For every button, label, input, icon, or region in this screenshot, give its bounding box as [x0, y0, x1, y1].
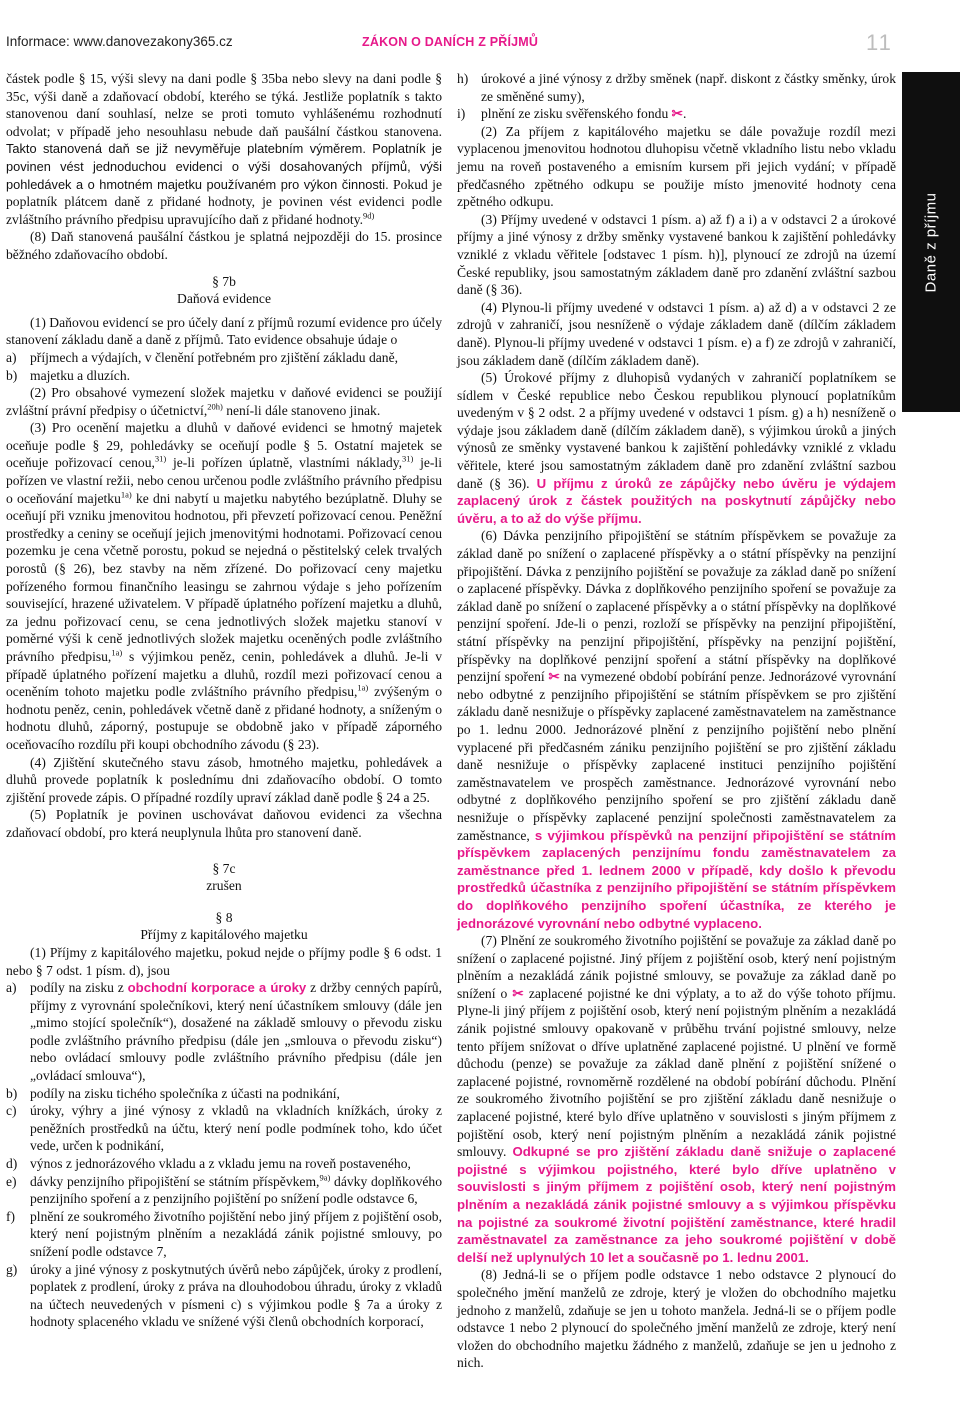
- chapter-tab: [902, 72, 960, 412]
- running-title: ZÁKON O DANÍCH Z PŘÍJMŮ: [362, 35, 539, 49]
- list-item: b) majetku a dluzích.: [6, 367, 131, 383]
- list-item: h) úrokové a jiné výnosy z držby směnek (např. diskont z částky směnky, úrok ze směněné sumy),: [457, 71, 896, 104]
- list-item-text: podíly na zisku tichého společníka z účasti na podnikání,: [30, 1085, 340, 1101]
- amendment-highlight: Odkupné se pro zjištění základu daně snižuje o zaplacené pojistné s výjimkou pojistného, které bylo dříve uplatněno v souvislosti s jiným příjmem z pojištění osob, který není pojistným plněním a nezakládá zánik pojistné smlouvy a s výjimkou příspěvku na pojistné za soukromé životní pojištění zaměstnance, které hradil zaměstnavatel za zaměstnance za jeho soukromé pojištění v době delší než uplynulých 10 let a současně po 1. lednu 2001.: [457, 1144, 896, 1265]
- amendment-highlight: U příjmu z úroků ze zápůjčky nebo úvěru je výdajem zaplacený úrok z částek použitých na poskytnutí zápůjčky nebo úvěru, a to až do výše příjmu.: [457, 475, 896, 526]
- list-item-text: úroky a jiné výnosy z poskytnutých úvěrů nebo zápůjček, úroky z prodlení, poplatek z prodlení, úroky z práva na dlouhodobou úhradu, úroky z vkladů na účtech neuvedených v písmeni c) s výjimkou podle § 7a a úroky z hodnoty splaceného vkladu ve snížené výši členů obchodních korporací,: [30, 1261, 442, 1330]
- list-item-label: c): [6, 1103, 17, 1119]
- page-header: [0, 0, 960, 72]
- scissors-icon: ✂: [671, 106, 684, 122]
- paragraph-8-2: (2) Za příjem z kapitálového majetku se dále považuje rozdíl mezi vyplacenou jmenovitou hodnotou dluhopisu včetně vkladního listu nebo vkladu jemu na roveň postaveného a emisním kursem při jejich vydání; v případě předčasného zpětného odkupu se použije místo jmenovité hodnoty cena zpětného odkupu.: [457, 123, 896, 210]
- scissors-icon: ✂: [512, 985, 524, 1001]
- list-item: [6, 1173, 442, 1208]
- left-column: [6, 70, 442, 1331]
- paragraph-8-7: (7) Plnění ze soukromého životního pojištění se považuje za základ daně po snížení o zaplacené pojistné. Jiný příjem z pojištění osob, který není pojistným plněním a nezakládá zánik pojistné smlouvy, se považuje za základ daně po snížení o ✂ zaplacené pojistné ke dni výplaty, a to až do výše tohoto příjmu. Plyne-li jiný příjem z pojištění osob, který není pojistným plněním a nezakládá zánik pojistné smlouvy opakovaně v průběhu trvání pojistné smlouvy, nelze tento příjem snížovat o dříve uplatněné zaplacené pojistné. U plnění ve formě důchodu (penze) se považuje za základ daně plnění z pojištění snížené o zaplacené pojistné, rovnoměrně rozdělené na období pobírání důchodu. Plnění ze soukromého životního pojištění se pro zjištění základu daně nesnižuje o zaplacené pojistné, které bylo dříve uplatněno v souvislosti s jiným příjmem z pojištění osob, který není pojistným plněním a nezakládá zánik pojistné smlouvy. Odkupné se pro zjištění základu daně snižuje o zaplacené pojistné s výjimkou pojistného, které bylo dříve uplatněno v souvislosti s jiným příjmem z pojištění osob, který není pojistným plněním a nezakládá zánik pojistné smlouvy a s výjimkou příspěvku na pojistné za soukromé životní pojištění zaměstnance, které hradil zaměstnavatel za zaměstnance za jeho soukromé pojištění v době delší než uplynulých 10 let a současně po 1. lednu 2001.: [457, 933, 896, 1265]
- list-item-label: d): [6, 1156, 18, 1172]
- list-item: [6, 979, 442, 1085]
- footnote-ref: 9d): [363, 210, 375, 221]
- list-item-label: a): [6, 980, 17, 996]
- section-8-number: § 8: [215, 909, 233, 925]
- paragraph-8-5: (5) Úrokové příjmy z dluhopisů vydaných v zahraničí poplatníkem se sídlem v České republice nebo Českou republikou plynoucí poplatníkům uvedeným v § 2 odst. 2 a příjmy uvedené v odstavci 1 písm. g) a h) nesníženě o výdaje jsou základem daně (dílčím základem daně), s výjimkou úroků a jiných výnosů ze směnky vystavené bankou k zajištění pohledávky vzniklé z vkladu věřitele, které jsou samostatným základem daně pro zdanění zvláštní sazbou daně (§ 36). U příjmu z úroků ze zápůjčky nebo úvěru je výdajem zaplacený úrok z částek použitých na poskytnutí zápůjčky nebo úvěru, a to až do výše příjmu.: [457, 370, 896, 526]
- list-item: [6, 1208, 442, 1261]
- list-item-text: plnění ze soukromého životního pojištění nebo jiný příjem z pojištění osob, který není pojistným plněním a nezakládá zánik pojistné smlouvy, po snížení podle odstavce 7,: [30, 1208, 442, 1259]
- paragraph-7b-1: (1) Daňovou evidencí se pro účely daní z příjmů rozumí evidence pro účely stanovení základu daně a daně z příjmů. Tato evidence obsahuje údaje o: [6, 314, 442, 348]
- list-item-label: b): [6, 1085, 18, 1101]
- list-item: [6, 1102, 442, 1155]
- section-7c-title: zrušen: [206, 878, 242, 894]
- page-number: 11: [866, 30, 893, 55]
- paragraph-8-4: (4) Plynou-li příjmy uvedené v odstavci 1 písm. a) až d) a v odstavci 2 ze zdrojů v zahraničí, jsou nesníženě o výdaje základem daně (dílčím základem daně). Plynou-li příjmy uvedené v odstavci 1 písm. e) a f) ze zdrojů v zahraničí, jsou základem daně (dílčím základem daně).: [457, 299, 896, 368]
- paragraph-8-6: (6) Dávka penzijního připojištění se státním příspěvkem se považuje za základ daně po snížení o zaplacené příspěvky a o státní příspěvky na penzijní připojištění. Dávka z penzijního pojištění se považuje za základ daně po snížení o zaplacené příspěvky. Dávka z doplňkového penzijního spoření se považuje za základ daně po snížení o zaplacené příspěvky a o státní příspěvky na doplňkové penzijní spoření. Jde-li o penzi, rozloží se příspěvky na penzijní připojištění, státní příspěvky na penzijní připojištění, příspěvky na penzijní pojištění, příspěvky na doplňkové penzijní spoření a státní příspěvky na doplňkové penzijní spoření ✂ na vymezené období pobírání penze. Jednorázové vyrovnání nebo odbytné z penzijního připojištění se státním příspěvkem se pro zjištění základu daně nesnižuje o příspěvky zaplacené zaměstnavatelem na zaměstnance po 1. lednu 2000. Jednorázové plnění z penzijního pojištění nebo plnění vyplacené při předčasném zániku penzijního pojištění se pro zjištění základu daně nesnižuje o příspěvky zaplacené instituci penzijního pojištění zaměstnavatelem ve prospěch zaměstnance. Jednorázové vyrovnání nebo odbytné z doplňkového penzijního spoření se pro zjištění základu daně nesnižuje o příspěvky zaplacené penzijní společnosti zaměstnavatelem za zaměstnance, s výjimkou příspěvků na penzijní připojištění se státním příspěvkem zaplacených penzijnímu fondu zaměstnavatelem za zaměstnance před 1. lednem 2000 v případě, kdy došlo k převodu prostředků účastníka z penzijního připojištění se státním příspěvkem do doplňkového penzijního spoření účastníka, ze kterého je jednorázové vyrovnání nebo odbytné vyplaceno.: [457, 528, 896, 931]
- list-item-label: g): [6, 1261, 18, 1277]
- list-item: [6, 1155, 442, 1173]
- paragraph-8-8: (8) Jedná-li se o příjem podle odstavce 1 nebo odstavce 2 plynoucí do společného jmění manželů ze zdroje, který je vložen do obchodního majetku jednoho z manželů, zdaňuje se jen u tohoto manžela. Jedná-li se o příjem podle odstavce 1 nebo 2 plynoucí do společného jmění manželů ze zdroje, který není vložen do obchodního majetku žádného z manželů, zdaňuje se jen u jednoho z nich.: [457, 1267, 896, 1371]
- paragraph-7b-2: (2) Pro obsahové vymezení složek majetku v daňové evidenci se použijí zvláštní právní předpisy o účetnictví,$^{20h)}$ není-li dále stanoveno jinak.: [6, 385, 442, 418]
- list-item-label: f): [6, 1208, 16, 1224]
- list-item: i) plnění ze zisku svěřenského fondu ✂.: [457, 106, 687, 122]
- paragraph-7b-5: (5) Poplatník je povinen uschovávat daňovou evidenci za všechna zdaňovací období, pro která neuplynula lhůta pro stanovení daně.: [6, 807, 442, 840]
- paragraph-7-continued: částek podle § 15, výši slevy na dani podle § 35ba nebo slevy na dani podle § 35c, výši daně a zdaňovací období, kterého se týká. Jestliže poplatník s takto stanovenou daní souhlasí, nelze se proti tomuto vyhlášenému rozhodnutí odvolat; v případě jeho nesouhlasu nebude daň paušální částkou stanovena. Takto stanovená daň se již nevyměřuje platebním výměrem. Poplatník je povinen vést jednoduchou evidenci o výši dosahovaných příjmů, výši pohledávek a o hmotném majetku používaném pro výkon činnosti. Pokud je poplatník plátcem daně z přidané hodnoty, je povinen vést evidenci podle zvláštního právního předpisu upravujícího daň z přidané hodnoty.$^{9d)}$: [6, 71, 442, 227]
- website-info: Informace: www.danovezakony365.cz: [6, 34, 233, 49]
- section-8-title: Příjmy z kapitálového majetku: [140, 927, 308, 943]
- paragraph-7-8: (8) Daň stanovená paušální částkou je splatná nejpozději do 15. prosince běžného zdaňovacího období.: [6, 229, 442, 262]
- list-item: [6, 1261, 442, 1331]
- scissors-icon: ✂: [548, 669, 560, 685]
- right-column: [457, 70, 896, 1372]
- amendment-highlight: s výjimkou příspěvků na penzijní připojištění se státním příspěvkem zaplacených penzijnímu fondu zaměstnavatelem za zaměstnance před 1. lednem 2000 v případě, kdy došlo k převodu prostředků účastníka z penzijního připojištění se státním příspěvkem do doplňkového penzijního spoření účastníka, ze kterého je jednorázové vyrovnání nebo odbytné vyplaceno.: [457, 827, 896, 931]
- list-item-text: dávky penzijního připojištění se státním příspěvkem,$^{9a)}$ dávky doplňkového penzijního spoření a z penzijního pojištění po snížení podle odstavce 6,: [30, 1172, 442, 1207]
- amendment-highlight: obchodní korporace a úroky: [127, 980, 307, 996]
- list-item-text: výnos z jednorázového vkladu a z vkladu jemu na roveň postaveného,: [30, 1156, 411, 1172]
- section-7c-number: § 7c: [212, 860, 236, 876]
- section-7b-number: § 7b: [212, 273, 236, 289]
- paragraph-8-1: (1) Příjmy z kapitálového majetku, pokud nejde o příjmy podle § 6 odst. 1 nebo § 7 odst. 1 písm. d), jsou: [6, 944, 442, 978]
- paragraph-7b-3: (3) Pro ocenění majetku a dluhů v daňové evidenci se hmotný majetek oceňuje podle § 29, pohledávky se oceňují podle § 5. Ostatní majetek se oceňuje pořizovací cenou,$^{31)}$ je-li pořízen úplatně, vlastními náklady,$^{31)}$ je-li pořízen ve vlastní režii, nebo cenou určenou podle zvláštního právního předpisu o oceňování majetku$^{1a)}$ ke dni nabytí u majetku nabytého bezúplatně. Dluhy se oceňují při vzniku jmenovitou hodnotou, při převzetí pořizovací cenou. Peněžní prostředky a ceniny se oceňují jejich jmenovitými hodnotami. Pořizovací cenou pozemku je cena včetně porostu, pokud se nejedná o pěstitelský celek trvalých porostů (§ 26), bez stavby na něm zřízené. Do pořizovací ceny majetku pořízeného formou finančního leasingu se zahrnou výdaje s jeho pořízením související, hrazené uživatelem. V případě úplatného pořízení majetku a dluhů, za jednu pořizovací cenu, se cena jednotlivých složek majetku stanoví v poměrné výši k ceně jednotlivých složek majetku oceněných podle zvláštního právního předpisu,$^{1a)}$ s výjimkou peněz, cenin, pohledávek a dluhů. Je-li v případě úplatného pořízení majetku a dluhů, rozdíl mezi pořizovací cenou a oceněním tohoto majetku podle zvláštního právního předpisu,$^{1a)}$ zvýšeným o hodnotu peněz, cenin, pohledávek včetně daně z přidané hodnoty, a sníženým o hodnotu dluhů, záporný, postupuje se obdobně jako v případě záporného oceňovacího rozdílu při koupi obchodního závodu (§ 23).: [6, 420, 443, 752]
- paragraph-7b-4: (4) Zjištění skutečného stavu zásob, hmotného majetku, pohledávek a dluhů provede poplatník k poslednímu dni zdaňovacího období. O tomto zjištění provede zápis. O případné rozdíly upraví základ daně podle § 24 a 25.: [6, 754, 442, 805]
- paragraph-8-3: (3) Příjmy uvedené v odstavci 1 písm. a) až f) a i) a v odstavci 2 a úrokové příjmy a jiné výnosy z držby směnky vystavené bankou k zajištění pohledávky vzniklé z vkladu věřitele [odstavec 1 písm. h)], plynoucí ze zdrojů na území České republiky, jsou samostatným základem daně pro zdanění zvláštní sazbou daně (§ 36).: [457, 211, 896, 298]
- list-item-text: podíly na zisku z obchodní korporace a úroky z držby cenných papírů, příjmy z vyrovnání společníkovi, který není účastníkem smlouvy (dále jen „mimo stojící společník“), dosažené na základě smlouvy o převodu zisku podle zvláštního právního předpisu (dále jen „smlouva o převodu zisku“) nebo ovládací smlouvy podle zvláštního právního předpisu (dále jen „ovládací smlouva“),: [30, 980, 442, 1084]
- chapter-tab-label: Daně z příjmu: [922, 192, 940, 292]
- list-item: a) příjmech a výdajích, v členění potřebném pro zjištění základu daně,: [6, 349, 399, 365]
- list-item-label: e): [6, 1173, 17, 1189]
- section-7b-title: Daňová evidence: [177, 291, 271, 307]
- footnote-ref: 9a): [319, 1172, 331, 1183]
- list-item: [6, 1085, 442, 1103]
- list-item-text: úroky, výhry a jiné výnosy z vkladů na vkladních knížkách, úroky z peněžních prostředků na účtu, který není podle podmínek toho, kdo účet vede, určen k podnikání,: [30, 1103, 442, 1154]
- income-list: [6, 979, 442, 1331]
